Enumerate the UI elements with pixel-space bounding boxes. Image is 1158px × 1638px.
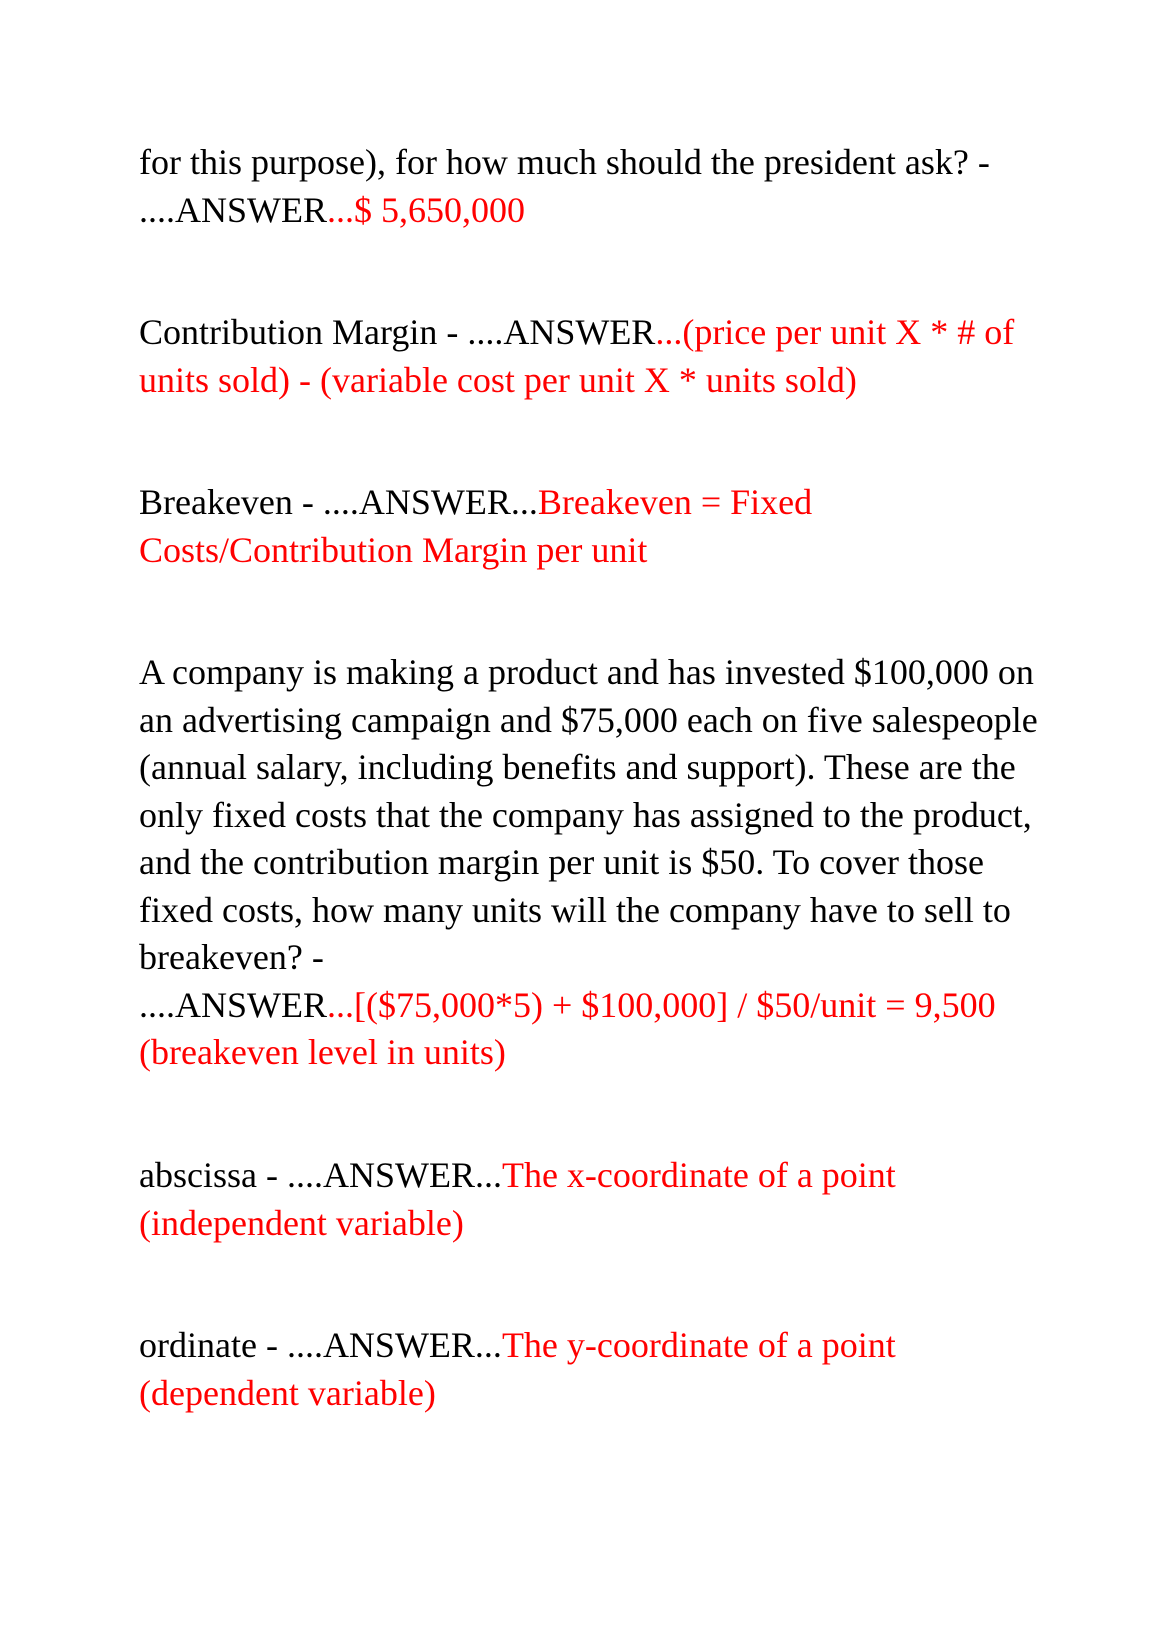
answer-text: (price per unit X * # of units sold) - (variable cost per unit X * units sold) — [139, 312, 1015, 400]
answer-text: $ 5,650,000 — [354, 189, 525, 230]
answer-marker-ellipsis: ... — [327, 189, 354, 230]
answer-text: [($75,000*5) + $100,000] / $50/unit = 9,500 (breakeven level in units) — [139, 984, 996, 1072]
answer-text: Breakeven = Fixed Costs/Contribution Margin per unit — [139, 482, 813, 570]
question-text: A company is making a product and has invested $100,000 on an advertising campaign and $75,000 each on five salespeople (annual salary, including benefits and support). These are the only fixed costs that the company has assigned to the product, and the contribution margin per unit is $50. To cover those fixed costs, how many units will the company have to sell to breakeven? - — [139, 652, 1038, 977]
question-text: Contribution Margin - ....ANSWER — [139, 312, 656, 352]
qa-entry — [139, 139, 1039, 234]
qa-entry — [139, 1152, 1039, 1247]
qa-entry — [139, 479, 1039, 574]
answer-marker-ellipsis: ... — [327, 984, 354, 1025]
question-text: ordinate - ....ANSWER... — [139, 1325, 502, 1365]
question-text: abscissa - ....ANSWER... — [139, 1155, 502, 1195]
answer-text: The x-coordinate of a point (independent variable) — [139, 1155, 896, 1243]
question-text: Breakeven - ....ANSWER... — [139, 482, 538, 522]
answer-marker: ....ANSWER — [139, 984, 327, 1025]
qa-entry — [139, 1322, 1039, 1417]
question-text: for this purpose), for how much should the president ask? - — [139, 142, 990, 182]
answer-text: The y-coordinate of a point (dependent variable) — [139, 1325, 896, 1413]
qa-entry — [139, 649, 1039, 1077]
answer-marker-ellipsis: ... — [655, 312, 683, 352]
qa-entry — [139, 309, 1039, 404]
answer-marker: ....ANSWER — [139, 189, 327, 230]
